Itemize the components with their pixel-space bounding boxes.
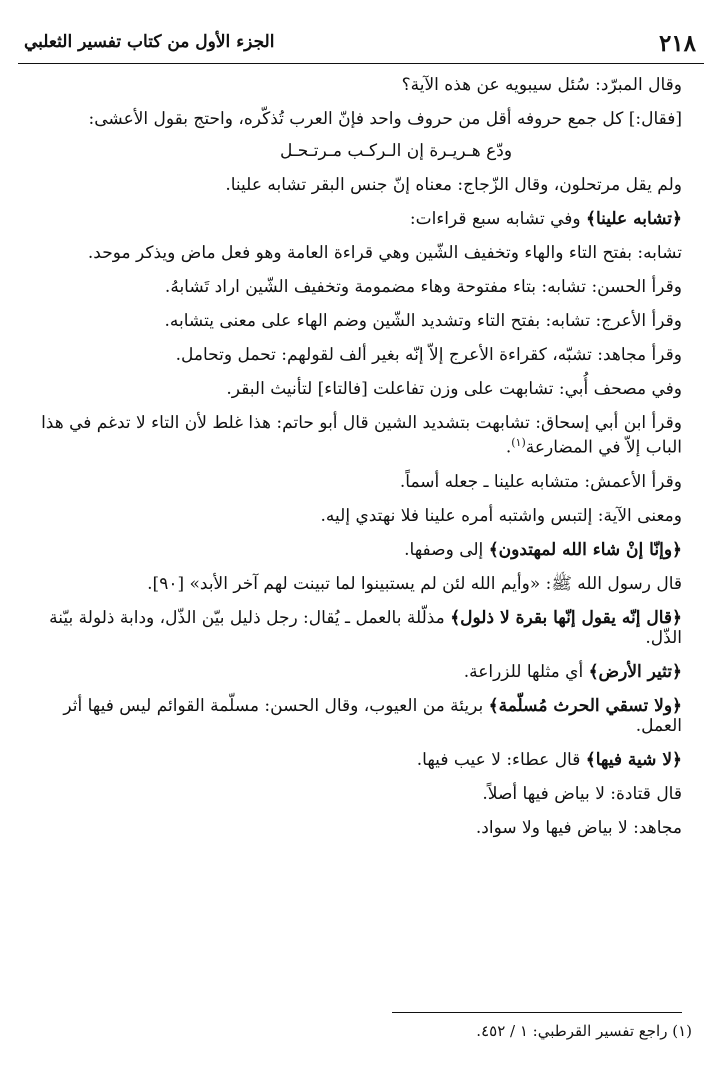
footnote-divider	[392, 1012, 682, 1013]
quran-quote: ﴿وإنّا إنْ شاء الله لمهتدون﴾	[488, 539, 682, 560]
quran-quote: ﴿ولا تسقي الحرث مُسلّمة﴾	[488, 695, 682, 716]
running-title: الجزء الأول من كتاب تفسير الثعلبي	[24, 32, 275, 52]
main-text	[20, 75, 682, 852]
paragraph: وقال المبرّد: سُئل سيبويه عن هذه الآية؟	[401, 75, 682, 95]
paragraph: [فقال:] كل جمع حروفه أقل من حروف واحد فإنّ العرب تُذكّره، واحتج بقول الأعشى:	[88, 109, 682, 129]
paragraph-text: أي مثلها للزراعة.	[463, 661, 589, 682]
paragraph-text: مذلّلة بالعمل ـ يُقال: رجل ذليل بيّن الذّل، ودابة ذلولة بيّنة الذّل.	[49, 607, 682, 648]
paragraph: وقرأ الأعرج: تشابه: بفتح التاء وتشديد الشّين وضم الهاء على معنى يتشابه.	[164, 311, 682, 331]
paragraph	[20, 540, 682, 560]
paragraph-text: قال عطاء: لا عيب فيها.	[416, 749, 586, 770]
footnote-marker: (١)	[511, 436, 526, 449]
quran-quote: ﴿لا شية فيها﴾	[585, 749, 682, 770]
paragraph: وقرأ مجاهد: تشبّه، كقراءة الأعرج إلاّ إنّه بغير ألف لقولهم: تحمل وتحامل.	[175, 345, 682, 365]
paragraph: مجاهد: لا بياض فيها ولا سواد.	[475, 817, 682, 838]
quran-quote: ﴿قال إنّه يقول إنّها بقرة لا ذلول﴾	[450, 607, 682, 628]
paragraph	[20, 413, 682, 458]
paragraph	[20, 608, 682, 648]
paragraph: ومعنى الآية: إلتبس واشتبه أمره علينا فلا نهتدي إليه.	[320, 505, 682, 526]
paragraph-text: وقرأ ابن أبي إسحاق: تشابهت بتشديد الشين قال أبو حاتم: هذا غلط لأن التاء لا تدغم في هذا الباب إلاّ في المضارعة	[41, 413, 682, 458]
paragraph: قال قتادة: لا بياض فيها أصلاً.	[482, 783, 682, 804]
page-header	[18, 22, 704, 62]
paragraph-text: .	[505, 437, 512, 458]
header-divider	[18, 63, 704, 64]
poetry-verse: ودّع هـريـرة إن الـركـب مـرتـحـل	[279, 141, 513, 161]
paragraph: تشابه: بفتح التاء والهاء وتخفيف الشّين وهي قراءة العامة وهو فعل ماض ويذكر موحد.	[87, 243, 682, 263]
page-number: ٢١٨	[658, 30, 696, 57]
paragraph: وفي مصحف أُبي: تشابهت على وزن تفاعلت [فالتاء] لتأنيث البقر.	[226, 379, 682, 399]
paragraph: ولم يقل مرتحلون، وقال الزّجاج: معناه إنّ جنس البقر تشابه علينا.	[225, 175, 682, 195]
quran-quote: ﴿تثير الأرض﴾	[588, 661, 682, 682]
paragraph: وقرأ الأعمش: متشابه علينا ـ جعله أسماً.	[399, 471, 682, 492]
quran-quote: ﴿تشابه علينا﴾	[586, 209, 682, 229]
paragraph	[20, 662, 682, 682]
paragraph	[20, 750, 682, 770]
paragraph: وقرأ الحسن: تشابه: بتاء مفتوحة وهاء مضمومة وتخفيف الشّين اراد تَشابهُ.	[164, 277, 682, 297]
paragraph	[20, 696, 682, 736]
paragraph: قال رسول الله ﷺ: «وأيم الله لئن لم يستبينوا لما تبينت لهم آخر الأبد» [٩٠].	[147, 573, 682, 594]
footnote: (١) راجع تفسير القرطبي: ١ / ٤٥٢.	[476, 1022, 692, 1040]
paragraph-text: إلى وصفها.	[404, 539, 489, 560]
paragraph-text: بريئة من العيوب، وقال الحسن: مسلّمة القوائم ليس فيها أثر العمل.	[63, 695, 682, 736]
paragraph	[20, 209, 682, 229]
paragraph-text: وفي تشابه سبع قراءات:	[409, 209, 587, 229]
